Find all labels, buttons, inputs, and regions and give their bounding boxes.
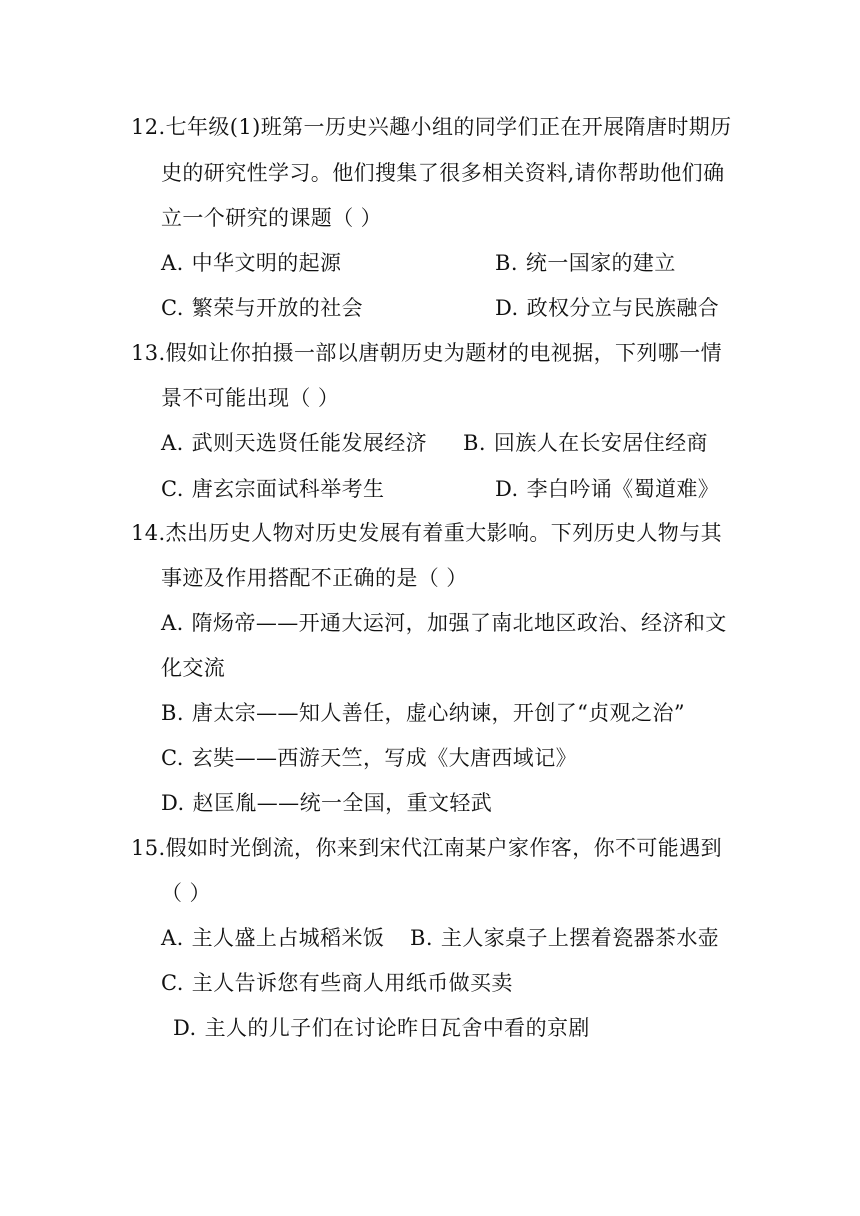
question-15-option-c: C. 主人告诉您有些商人用纸币做买卖: [161, 971, 513, 995]
question-12-number: 12.: [131, 115, 166, 139]
question-14-option-d: D. 赵匡胤——统一全国，重文轻武: [161, 791, 493, 815]
question-12-option-a: A. 中华文明的起源: [161, 251, 342, 275]
question-12-option-b: B. 统一国家的建立: [495, 251, 676, 275]
question-15-stem-line-2: （ ）: [161, 881, 211, 905]
question-15-number: 15.: [131, 836, 166, 860]
question-15-option-a: A. 主人盛上占城稻米饭: [161, 926, 385, 950]
question-15-stem-line-1: 15.假如时光倒流，你来到宋代江南某户家作客，你不可能遇到: [131, 833, 722, 863]
question-13-number: 13.: [131, 341, 166, 365]
question-12-stem-line-2: 史的研究性学习。他们搜集了很多相关资料,请你帮助他们确: [161, 161, 725, 185]
question-14-option-a-continuation: 化交流: [161, 656, 226, 680]
question-14-stem-line-1: 14.杰出历史人物对历史发展有着重大影响。下列历史人物与其: [131, 518, 722, 548]
question-12-stem-line-3: 立一个研究的课题（ ）: [161, 206, 383, 230]
question-13-stem-line-2: 景不可能出现（ ）: [161, 386, 340, 410]
question-14-option-b: B. 唐太宗——知人善任，虚心纳谏，开创了“贞观之治”: [161, 701, 685, 725]
question-12-stem-line-1: 12.七年级(1)班第一历史兴趣小组的同学们正在开展隋唐时期历: [131, 112, 732, 142]
question-14-option-a: A. 隋炀帝——开通大运河，加强了南北地区政治、经济和文: [161, 611, 727, 635]
question-12-option-d: D. 政权分立与民族融合: [495, 296, 720, 320]
question-14-stem-line-2: 事迹及作用搭配不正确的是（ ）: [161, 566, 468, 590]
question-13-option-d: D. 李白吟诵《蜀道难》: [495, 477, 720, 501]
question-15-option-b: B. 主人家桌子上摆着瓷器茶水壶: [410, 926, 720, 950]
question-13-stem-line-1: 13.假如让你拍摄一部以唐朝历史为题材的电视据，下列哪一情: [131, 338, 722, 368]
question-13-option-b: B. 回族人在长安居住经商: [463, 431, 708, 455]
question-14-option-c: C. 玄奘——西游天竺，写成《大唐西域记》: [161, 746, 577, 770]
question-13-option-c: C. 唐玄宗面试科举考生: [161, 477, 385, 501]
question-13-option-a: A. 武则天选贤任能发展经济: [161, 431, 428, 455]
question-12-option-c: C. 繁荣与开放的社会: [161, 296, 363, 320]
question-14-number: 14.: [131, 521, 166, 545]
question-15-option-d: D. 主人的儿子们在讨论昨日瓦舍中看的京剧: [173, 1016, 590, 1040]
